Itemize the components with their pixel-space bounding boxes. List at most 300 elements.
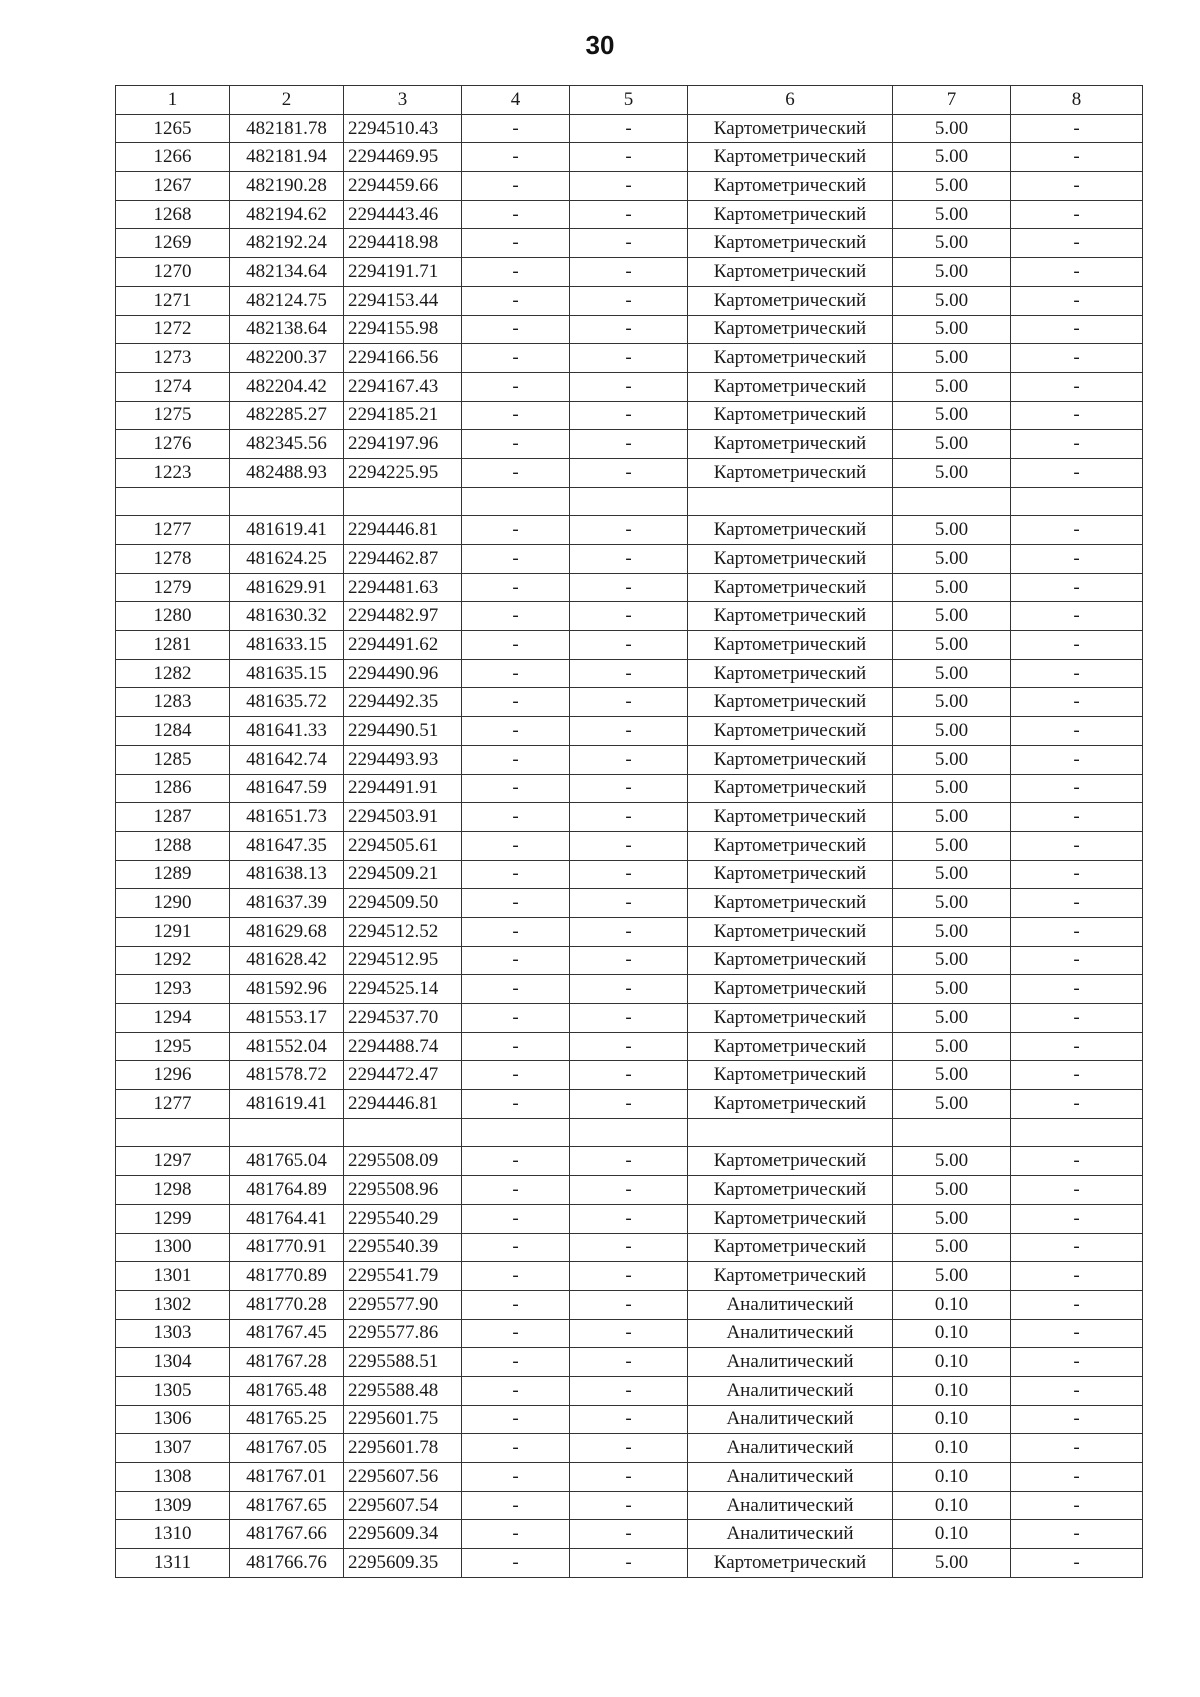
table-cell: - [570,114,688,143]
table-cell: 482124.75 [230,286,344,315]
table-cell: Картометрический [688,1262,893,1291]
table-cell: - [462,286,570,315]
table-cell: Картометрический [688,688,893,717]
table-cell: - [1011,229,1143,258]
table-cell: 2294490.96 [344,659,462,688]
table-cell: 481578.72 [230,1061,344,1090]
table-cell: 1286 [116,774,230,803]
table-cell: - [462,1491,570,1520]
table-cell: - [462,1549,570,1578]
table-cell: - [1011,258,1143,287]
table-cell: 482181.78 [230,114,344,143]
table-cell: 5.00 [893,372,1011,401]
table-cell: 2294225.95 [344,458,462,487]
table-cell: 5.00 [893,229,1011,258]
table-cell: - [570,946,688,975]
table-cell: 1298 [116,1176,230,1205]
table-cell: - [1011,372,1143,401]
table-cell: 481642.74 [230,745,344,774]
table-cell [570,1118,688,1147]
table-cell: 1295 [116,1032,230,1061]
table-cell: - [570,1233,688,1262]
table-cell: - [462,1004,570,1033]
table-cell: - [1011,602,1143,631]
table-cell: 2294493.93 [344,745,462,774]
table-cell: - [1011,745,1143,774]
table-cell: 2294443.46 [344,200,462,229]
table-cell: - [570,573,688,602]
table-cell: 1303 [116,1319,230,1348]
table-cell: 5.00 [893,1233,1011,1262]
table-row [116,1090,1143,1119]
table-cell: Картометрический [688,315,893,344]
table-cell: 482200.37 [230,344,344,373]
table-cell [344,1118,462,1147]
table-cell: - [462,545,570,574]
table-cell: 2294155.98 [344,315,462,344]
table-cell: 482134.64 [230,258,344,287]
table-cell: - [462,975,570,1004]
table-cell: - [1011,803,1143,832]
table-row [116,975,1143,1004]
table-row [116,200,1143,229]
table-cell: 5.00 [893,1004,1011,1033]
table-cell [462,487,570,516]
table-row [116,917,1143,946]
table-row [116,1405,1143,1434]
table-cell: - [570,774,688,803]
table-cell: 1266 [116,143,230,172]
table-cell: - [462,172,570,201]
table-cell: 5.00 [893,1090,1011,1119]
table-cell: 2295601.78 [344,1434,462,1463]
table-cell: 5.00 [893,1032,1011,1061]
table-cell: - [462,1290,570,1319]
table-cell: 5.00 [893,1061,1011,1090]
table-cell: 481635.72 [230,688,344,717]
table-cell: - [462,1032,570,1061]
table-cell: Картометрический [688,545,893,574]
table-cell: 5.00 [893,831,1011,860]
table-cell: 2295609.34 [344,1520,462,1549]
table-cell: 481629.68 [230,917,344,946]
table-row [116,401,1143,430]
table-row [116,573,1143,602]
table-cell: - [570,1204,688,1233]
table-cell: - [462,659,570,688]
table-cell: - [570,1147,688,1176]
table-cell: Аналитический [688,1491,893,1520]
table-cell: - [1011,401,1143,430]
table-cell: 2295609.35 [344,1549,462,1578]
table-cell: 1311 [116,1549,230,1578]
table-cell: 481765.48 [230,1376,344,1405]
table-cell: 5.00 [893,200,1011,229]
table-cell: - [462,688,570,717]
table-cell [570,487,688,516]
table-cell: - [462,1147,570,1176]
table-row [116,516,1143,545]
table-cell: - [570,172,688,201]
table-cell: - [1011,631,1143,660]
table-cell: 2294469.95 [344,143,462,172]
table-cell: 5.00 [893,344,1011,373]
table-row [116,860,1143,889]
table-row [116,458,1143,487]
table-cell: 2294481.63 [344,573,462,602]
table-cell: - [570,458,688,487]
table-row [116,1233,1143,1262]
table-cell [1011,487,1143,516]
table-cell: 1309 [116,1491,230,1520]
table-cell: Аналитический [688,1290,893,1319]
table-row [116,372,1143,401]
table-row [116,1348,1143,1377]
table-cell: 2294446.81 [344,1090,462,1119]
table-cell: 5.00 [893,1147,1011,1176]
table-cell: 0.10 [893,1348,1011,1377]
table-cell: 1273 [116,344,230,373]
table-cell: - [1011,430,1143,459]
table-cell: 2294191.71 [344,258,462,287]
table-cell: - [462,229,570,258]
table-cell: - [570,717,688,746]
table-cell: 481766.76 [230,1549,344,1578]
table-cell: 481592.96 [230,975,344,1004]
table-cell: 5.00 [893,458,1011,487]
table-row [116,745,1143,774]
table-cell: 1272 [116,315,230,344]
table-row [116,1147,1143,1176]
table-cell: Картометрический [688,1233,893,1262]
table-cell: 2294492.35 [344,688,462,717]
table-cell: Картометрический [688,631,893,660]
table-cell: 5.00 [893,516,1011,545]
table-cell: 2294197.96 [344,430,462,459]
table-cell: 1291 [116,917,230,946]
table-row [116,1061,1143,1090]
table-cell: 481767.66 [230,1520,344,1549]
table-cell: 5.00 [893,602,1011,631]
table-cell: 5.00 [893,889,1011,918]
table-cell: 481633.15 [230,631,344,660]
table-cell: Картометрический [688,975,893,1004]
table-cell: 2295541.79 [344,1262,462,1291]
table-cell: 482488.93 [230,458,344,487]
table-cell: - [570,1262,688,1291]
table-row [116,831,1143,860]
table-cell: - [462,1348,570,1377]
table-cell: 2294491.91 [344,774,462,803]
table-cell: 0.10 [893,1434,1011,1463]
table-cell: - [462,1262,570,1291]
table-cell: - [570,545,688,574]
table-cell: Картометрический [688,659,893,688]
table-cell: 5.00 [893,745,1011,774]
table-cell: 481624.25 [230,545,344,574]
table-cell: 482138.64 [230,315,344,344]
table-cell: - [462,745,570,774]
table-cell [116,487,230,516]
table-cell: - [1011,1176,1143,1205]
table-cell: 5.00 [893,1204,1011,1233]
table-cell: 481764.89 [230,1176,344,1205]
header-cell: 7 [893,86,1011,115]
table-cell: 1280 [116,602,230,631]
table-cell: 1288 [116,831,230,860]
table-cell: - [462,917,570,946]
table-cell: - [1011,860,1143,889]
table-cell: - [1011,114,1143,143]
table-row [116,286,1143,315]
table-cell: 5.00 [893,172,1011,201]
table-cell: 482285.27 [230,401,344,430]
table-cell: - [462,860,570,889]
table-cell: - [570,344,688,373]
table-cell: 2294537.70 [344,1004,462,1033]
table-cell: - [1011,917,1143,946]
table-cell: 1299 [116,1204,230,1233]
table-cell: 1300 [116,1233,230,1262]
table-row [116,1262,1143,1291]
table-cell: - [462,1176,570,1205]
header-cell: 6 [688,86,893,115]
table-cell: 1296 [116,1061,230,1090]
table-cell: - [462,946,570,975]
table-row [116,1463,1143,1492]
table-cell: 1274 [116,372,230,401]
table-cell: Аналитический [688,1348,893,1377]
table-row [116,1376,1143,1405]
table-cell: - [570,1434,688,1463]
table-cell: - [570,803,688,832]
table-cell: 1283 [116,688,230,717]
table-cell: - [570,1319,688,1348]
table-cell: - [1011,1204,1143,1233]
table-cell: 481770.89 [230,1262,344,1291]
table-cell: - [1011,1549,1143,1578]
table-cell: 2294505.61 [344,831,462,860]
table-cell: 1307 [116,1434,230,1463]
table-cell: Картометрический [688,344,893,373]
table-cell: - [570,1549,688,1578]
table-cell: - [462,1233,570,1262]
table-cell: Картометрический [688,860,893,889]
table-cell: - [570,1090,688,1119]
table-cell: - [462,602,570,631]
table-row [116,1491,1143,1520]
table-cell: 1293 [116,975,230,1004]
table-cell: Аналитический [688,1319,893,1348]
table-row [116,688,1143,717]
table-cell: 481767.01 [230,1463,344,1492]
table-cell: - [462,1463,570,1492]
table-cell: 5.00 [893,430,1011,459]
table-cell: - [1011,1491,1143,1520]
table-cell: 5.00 [893,545,1011,574]
table-cell: 1289 [116,860,230,889]
table-cell: - [1011,1262,1143,1291]
table-row [116,143,1143,172]
table-cell: - [570,1004,688,1033]
table-cell: - [1011,659,1143,688]
table-cell: 2295607.54 [344,1491,462,1520]
table-cell: - [570,372,688,401]
table-cell: - [1011,946,1143,975]
table-cell: Картометрический [688,717,893,746]
table-cell: Картометрический [688,573,893,602]
header-cell: 8 [1011,86,1143,115]
table-cell: 1271 [116,286,230,315]
table-cell: 482190.28 [230,172,344,201]
table-cell: Картометрический [688,172,893,201]
table-row [116,1004,1143,1033]
table-cell: - [1011,975,1143,1004]
table-cell: 481647.35 [230,831,344,860]
table-cell: 1270 [116,258,230,287]
table-cell: 481764.41 [230,1204,344,1233]
table-cell: - [570,860,688,889]
table-cell: Картометрический [688,1090,893,1119]
table-cell: - [462,1319,570,1348]
table-cell: Аналитический [688,1520,893,1549]
table-cell: 2294482.97 [344,602,462,631]
table-cell: 1285 [116,745,230,774]
table-cell: 2295588.51 [344,1348,462,1377]
table-cell: 5.00 [893,917,1011,946]
table-cell: Картометрический [688,1004,893,1033]
table-cell: 1284 [116,717,230,746]
table-cell: - [462,315,570,344]
table-cell: 481770.28 [230,1290,344,1319]
table-cell: Картометрический [688,286,893,315]
table-cell: 2295588.48 [344,1376,462,1405]
table-cell: Картометрический [688,745,893,774]
table-cell: 1302 [116,1290,230,1319]
table-cell: 5.00 [893,688,1011,717]
table-cell: 481635.15 [230,659,344,688]
table-cell: 481767.65 [230,1491,344,1520]
table-cell: 1292 [116,946,230,975]
table-cell: 481767.45 [230,1319,344,1348]
table-row [116,315,1143,344]
table-cell: - [462,1434,570,1463]
table-cell: Аналитический [688,1405,893,1434]
table-cell: - [1011,1376,1143,1405]
table-cell: - [462,1520,570,1549]
table-cell: - [570,401,688,430]
table-cell [116,1118,230,1147]
table-cell: - [570,975,688,1004]
table-cell: - [1011,1348,1143,1377]
table-cell: - [570,229,688,258]
table-cell [462,1118,570,1147]
table-row [116,659,1143,688]
table-cell: - [462,401,570,430]
table-cell: Картометрический [688,889,893,918]
table-cell: 1279 [116,573,230,602]
table-cell: 2294488.74 [344,1032,462,1061]
table-cell: - [1011,344,1143,373]
table-cell: 2294509.21 [344,860,462,889]
table-cell: 1287 [116,803,230,832]
table-cell: - [570,602,688,631]
table-cell: 2294509.50 [344,889,462,918]
table-cell: - [570,200,688,229]
table-cell: 481619.41 [230,1090,344,1119]
table-cell: 2294510.43 [344,114,462,143]
table-cell: 1290 [116,889,230,918]
table-cell: Картометрический [688,1061,893,1090]
table-cell: 2295601.75 [344,1405,462,1434]
table-row [116,430,1143,459]
table-cell: 481765.04 [230,1147,344,1176]
table-row [116,631,1143,660]
table-cell: - [1011,889,1143,918]
table-cell: 5.00 [893,1549,1011,1578]
header-cell: 5 [570,86,688,115]
table-cell: - [1011,315,1143,344]
table-cell: 481638.13 [230,860,344,889]
table-cell: 5.00 [893,659,1011,688]
table-cell: - [570,688,688,717]
table-cell: Картометрический [688,774,893,803]
table-cell: - [1011,545,1143,574]
table-row [116,1520,1143,1549]
table-cell: 1267 [116,172,230,201]
table-cell: - [570,1463,688,1492]
table-row [116,545,1143,574]
table-cell: - [462,803,570,832]
table-cell: 5.00 [893,803,1011,832]
table-cell: 482194.62 [230,200,344,229]
table-cell: - [570,917,688,946]
table-cell: - [570,889,688,918]
table-cell: - [462,200,570,229]
table-cell: 482204.42 [230,372,344,401]
table-cell: - [1011,286,1143,315]
table-cell: 482345.56 [230,430,344,459]
table-cell: 481767.05 [230,1434,344,1463]
table-cell: 1276 [116,430,230,459]
table-cell: - [570,430,688,459]
table-cell: - [462,516,570,545]
table-cell: - [1011,1004,1143,1033]
table-cell: Аналитический [688,1376,893,1405]
table-cell: - [570,315,688,344]
table-cell: - [1011,1434,1143,1463]
table-cell: 481637.39 [230,889,344,918]
table-cell: - [570,516,688,545]
table-cell: - [462,1376,570,1405]
table-cell: 0.10 [893,1319,1011,1348]
table-cell: 5.00 [893,1262,1011,1291]
table-cell: 2294166.56 [344,344,462,373]
table-cell: - [462,831,570,860]
table-cell: - [570,1290,688,1319]
table-cell: - [1011,172,1143,201]
table-cell: 5.00 [893,946,1011,975]
table-cell: - [462,1204,570,1233]
table-cell: - [1011,688,1143,717]
table-cell: Картометрический [688,946,893,975]
table-cell: - [1011,1147,1143,1176]
table-cell: 2294472.47 [344,1061,462,1090]
table-cell: 481651.73 [230,803,344,832]
table-cell: 481619.41 [230,516,344,545]
table-cell: 0.10 [893,1463,1011,1492]
table-cell [893,1118,1011,1147]
